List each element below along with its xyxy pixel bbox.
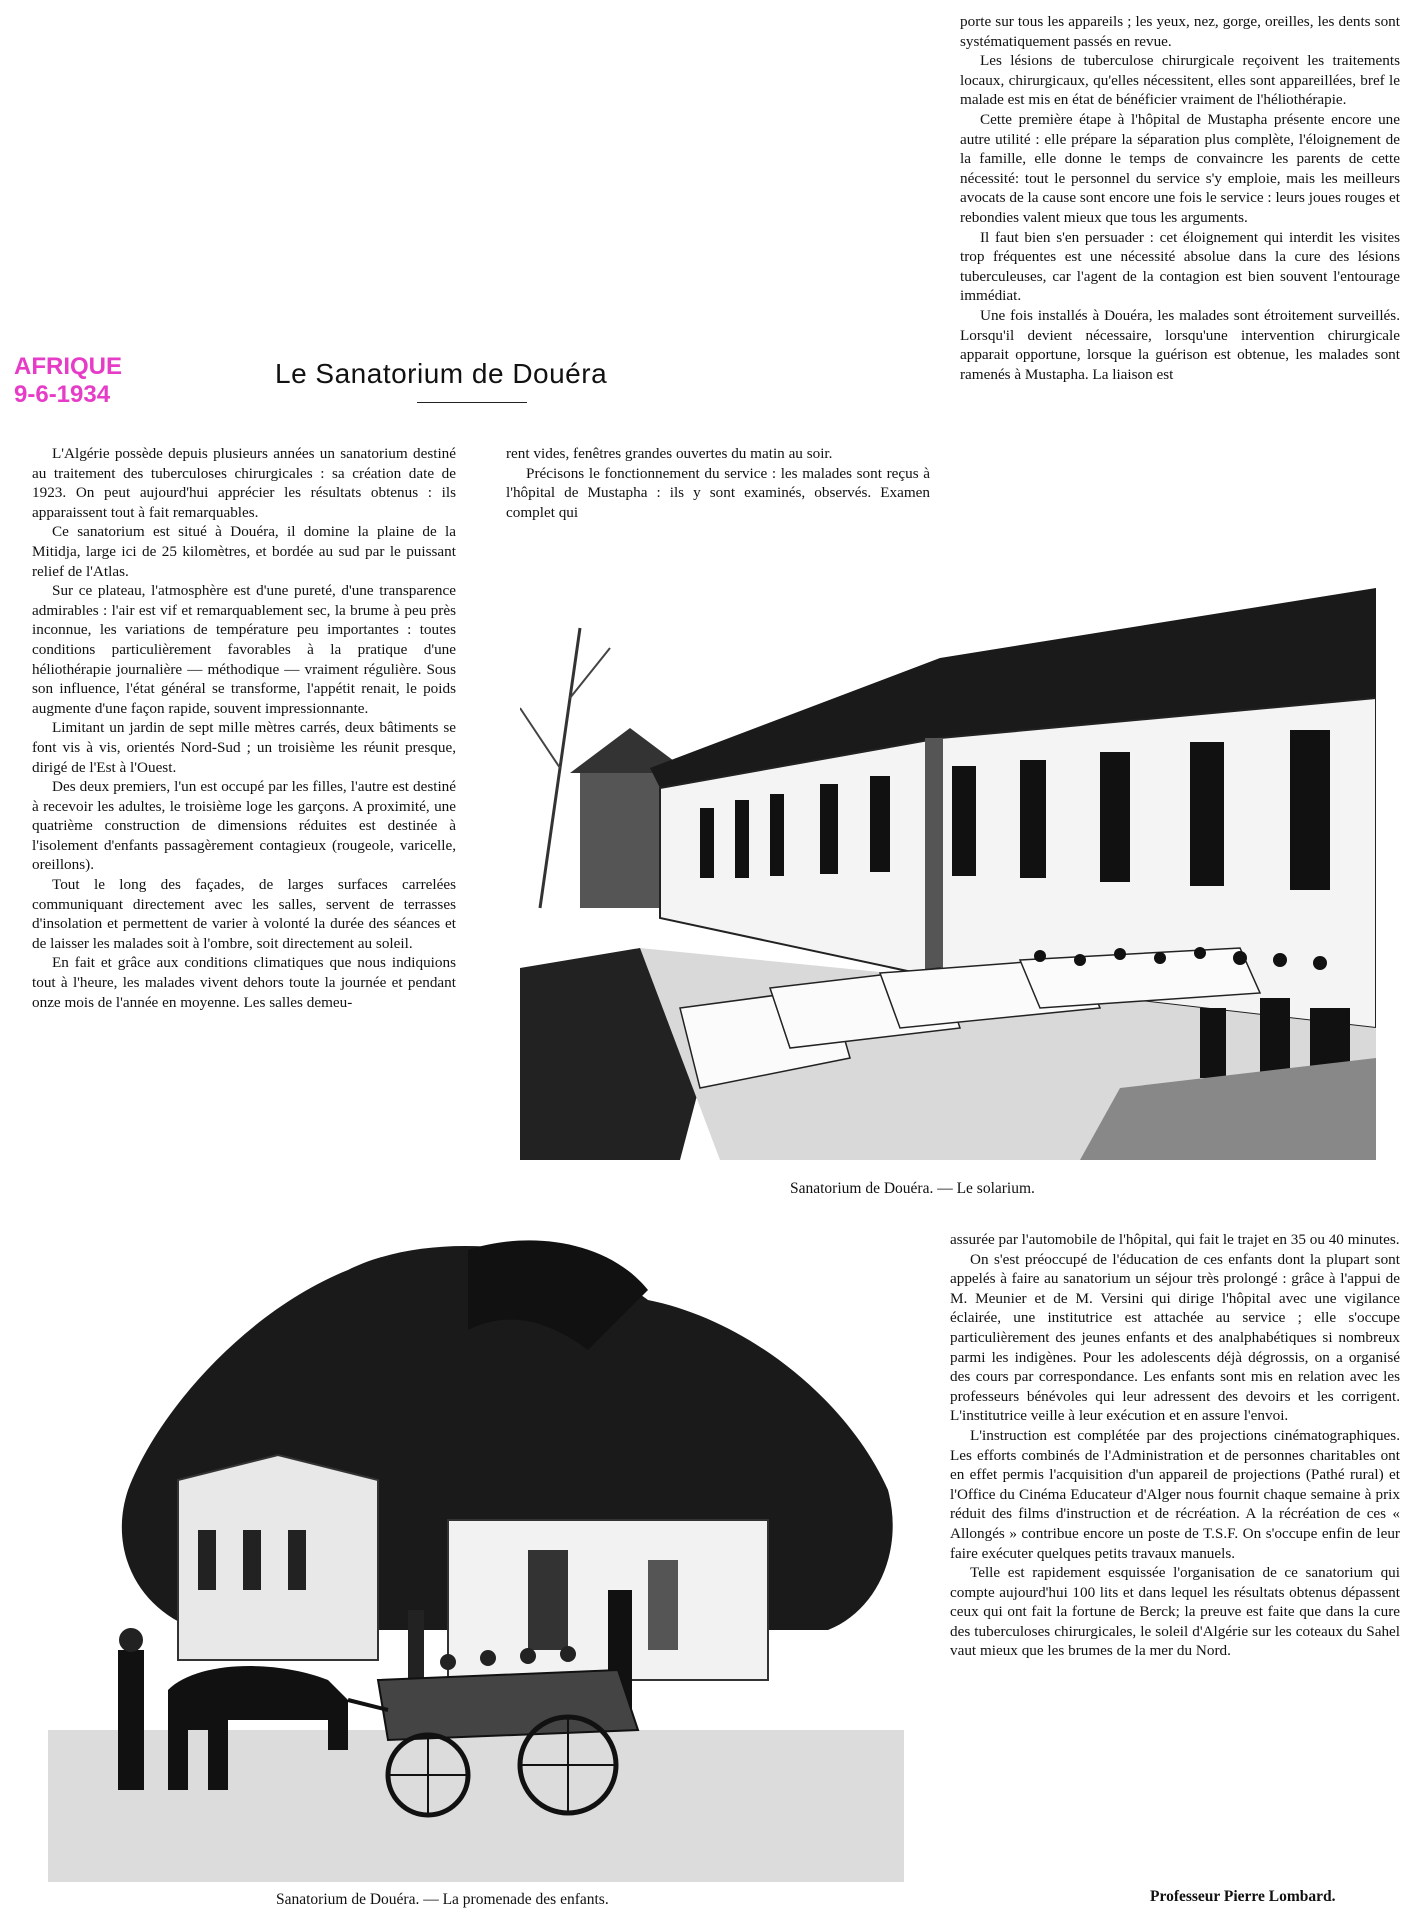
column-2 (506, 444, 930, 522)
stamp-publication: AFRIQUE (14, 353, 122, 380)
promenade-illustration (48, 1230, 904, 1882)
publication-stamp (14, 353, 122, 409)
column-1 (32, 444, 456, 1012)
paragraph: Il faut bien s'en persuader : cet éloignement qui interdit les visites trop fréquentes est une nécessité absolue dans la cure des lésions tuberculeuses, car l'agent de la contagion est bien souvent l'entourage immédiat. (960, 228, 1400, 305)
paragraph: L'Algérie possède depuis plusieurs années un sanatorium destiné au traitement des tuberculoses chirurgicales : sa création date de 1923. On peut aujourd'hui apprécier les résultats obtenus : ils apparaissent tout à fait remarquables. (32, 445, 456, 521)
promenade-caption: Sanatorium de Douéra. — La promenade des enfants. (276, 1891, 609, 1908)
column-3-bottom (950, 1230, 1400, 1661)
title-underline (417, 402, 527, 403)
paragraph: porte sur tous les appareils ; les yeux, nez, gorge, oreilles, les dents sont systématiquement passés en revue. (960, 13, 1400, 50)
stamp-date: 9-6-1934 (14, 381, 111, 408)
paragraph: En fait et grâce aux conditions climatiques que nous indiquions tout à l'heure, les malades vivent dehors toute la journée et pendant onze mois de l'année en moyenne. Les salles demeu- (32, 954, 456, 1011)
paragraph: Ce sanatorium est situé à Douéra, il domine la plaine de la Mitidja, large ici de 25 kilomètres, et bordée au sud par le puissant relief de l'Atlas. (32, 523, 456, 580)
solarium-illustration (520, 588, 1376, 1160)
paragraph: Cette première étape à l'hôpital de Mustapha présente encore une autre utilité : elle prépare la séparation plus complète, l'éloignement de la famille, elle donne le temps de convaincre les parents de cette nécessité: tout le personnel du service s'y emploie, mais les meilleurs avocats de la cause sont encore une fois le service : leurs joues rouges et rebondies valent mieux que tous les arguments. (960, 110, 1400, 226)
solarium-caption: Sanatorium de Douéra. — Le solarium. (790, 1180, 1035, 1197)
column-3-top (960, 12, 1400, 384)
paragraph: L'instruction est complétée par des projections cinématographiques. Les efforts combinés de l'Administration et de personnes charitables ont en effet permis l'acquisition d'un appareil de projections (Pathé rural) et l'Office du Cinéma Educateur d'Alger nous fournit chaque semaine à prix réduit des films d'instruction et de récréation. A la récréation de ces « Allongés » contribue encore un poste de T.S.F. On s'occupe enfin de leur faire exécuter quelques petits travaux manuels. (950, 1426, 1400, 1562)
article-title: Le Sanatorium de Douéra (275, 358, 608, 389)
paragraph: Limitant un jardin de sept mille mètres carrés, deux bâtiments se font vis à vis, orientés Nord-Sud ; un troisième les réunit presque, dirigé de l'Est à l'Ouest. (32, 719, 456, 776)
solarium-photo (520, 588, 1376, 1160)
paragraph: assurée par l'automobile de l'hôpital, qui fait le trajet en 35 ou 40 minutes. (950, 1231, 1400, 1248)
paragraph: Des deux premiers, l'un est occupé par les filles, l'autre est destiné à recevoir les adultes, le troisième loge les garçons. A proximité, une quatrième construction de dimensions réduites est destinée à l'isolement d'enfants passagèrement contagieux (rougeole, varicelle, oreillons). (32, 778, 456, 874)
paragraph: Les lésions de tuberculose chirurgicale reçoivent les traitements locaux, chirurgicaux, qu'elles nécessitent, elles sont appareillées, bref le malade est mis en état de bénéficier vraiment de l'héliothérapie. (960, 52, 1400, 109)
paragraph: Tout le long des façades, de larges surfaces carrelées communiquant directement avec les salles, servent de terrasses d'insolation et permettent de varier à volonté la durée des séances et de laisser les malades soit à l'ombre, soit directement au soleil. (32, 876, 456, 952)
promenade-photo (48, 1230, 904, 1882)
paragraph: Sur ce plateau, l'atmosphère est d'une pureté, d'une transparence admirables : l'air est vif et remarquablement sec, la brume à peu près inconnue, les variations de température peu importantes : toutes conditions particulièrement favorables à la pratique d'une héliothérapie journalière — méthodique — vraiment régulière. Sous son influence, l'état général se transforme, l'appétit renait, le poids augmente d'une façon rapide, souvent impressionnante. (32, 582, 456, 717)
paragraph: Telle est rapidement esquissée l'organisation de ce sanatorium qui compte aujourd'hui 100 lits et dans lequel les résultats obtenus dépassent ceux qui ont fait la fortune de Berck; la preuve est faite que dans la cure des tuberculoses chirurgicales, le soleil d'Algérie sur les coteaux du Sahel vaut mieux que les brumes de la mer du Nord. (950, 1564, 1400, 1660)
paragraph: rent vides, fenêtres grandes ouvertes du matin au soir. (506, 445, 833, 462)
author-signature: Professeur Pierre Lombard. (1150, 1888, 1336, 1905)
paragraph: Une fois installés à Douéra, les malades sont étroitement surveillés. Lorsqu'il devient nécessaire, lorsqu'une intervention chirurgicale apparait opportune, lorsque la guérison est obtenue, les malades sont ramenés à Mustapha. La liaison est (960, 306, 1400, 383)
paragraph: Précisons le fonctionnement du service : les malades sont reçus à l'hôpital de Mustapha : ils y sont examinés, observés. Examen complet qui (506, 464, 930, 521)
paragraph: On s'est préoccupé de l'éducation de ces enfants dont la plupart sont appelés à faire au sanatorium un séjour très prolongé : grâce à l'appui de M. Meunier et de M. Versini qui dirige l'hôpital avec une vigilance éclairée, une institutrice est attachée au service ; elle s'occupe particulièrement des jeunes enfants et des analphabétiques si nombreux parmi les indigènes. Pour les adolescents déjà dégrossis, on a organisé des cours par correspondance. Les enfants sont mis en relation avec les professeurs bénévoles qui leur adressent des devoirs et les corrigent. L'institutrice veille à leur exécution et en assure l'envoi. (950, 1250, 1400, 1425)
